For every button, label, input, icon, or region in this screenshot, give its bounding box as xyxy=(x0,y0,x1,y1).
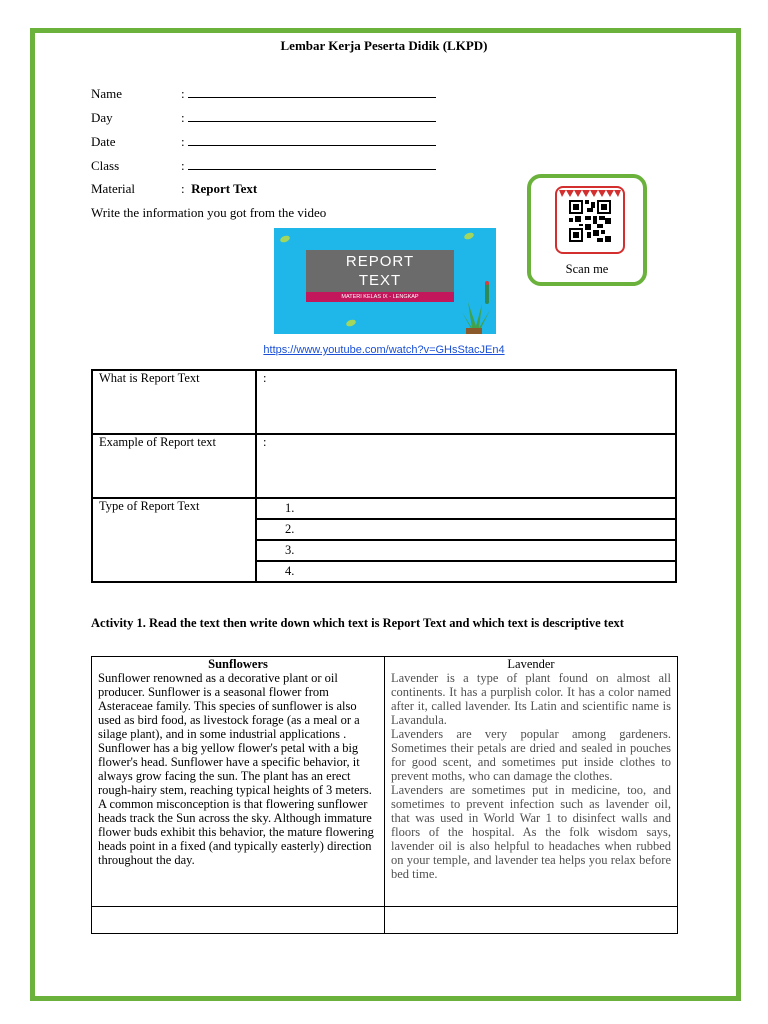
bunting-icon xyxy=(559,190,621,198)
date-blank[interactable] xyxy=(188,134,436,146)
answer-example-cell[interactable]: : xyxy=(256,434,676,498)
sunflowers-title: Sunflowers xyxy=(208,657,268,671)
answer-what-cell[interactable]: : xyxy=(256,370,676,434)
type-item-2[interactable]: 2. xyxy=(256,519,676,540)
leaf-icon xyxy=(463,231,474,240)
lavender-paragraph-1: Lavender is a type of plant found on almost all continents. It has a purplish color. It has a color named after it, called lavender. Its Latin and scientific name is Lavandula. xyxy=(391,671,671,727)
lavender-title: Lavender xyxy=(507,657,555,671)
name-label: Name xyxy=(91,86,123,101)
leaf-icon xyxy=(345,318,356,327)
date-label: Date xyxy=(91,134,116,149)
info-table xyxy=(91,369,677,583)
qr-card[interactable] xyxy=(555,186,625,254)
lavender-paragraph-2: Lavenders are very popular among gardeners. Sometimes their petals are dried and sealed in pouches for good scent, and sometimes put inside clothes to prevent moths, who can damage the clothes. xyxy=(391,727,671,783)
qr-caption: Scan me xyxy=(565,262,609,276)
date-field: Date : xyxy=(91,134,436,150)
class-blank[interactable] xyxy=(188,158,436,170)
day-field: Day : xyxy=(91,110,436,126)
type-item-1[interactable]: 1. xyxy=(256,498,676,519)
video-title-line1: REPORT xyxy=(345,253,415,270)
video-title-line2: TEXT xyxy=(358,272,402,289)
instruction-text: Write the information you got from the video xyxy=(91,205,327,220)
video-subtitle: MATERI KELAS IX - LENGKAP xyxy=(306,292,454,302)
question-type-label: Type of Report Text xyxy=(92,498,256,582)
video-link[interactable]: https://www.youtube.com/watch?v=GHsStacJEn4 xyxy=(263,344,505,356)
material-value: Report Text xyxy=(191,181,258,196)
material-label: Material xyxy=(91,181,136,196)
video-thumbnail[interactable] xyxy=(274,228,496,334)
sunflowers-text: Sunflower renowned as a decorative plant or oil producer. Sunflower is a seasonal flower from Asteraceae family. This species of sunflower is also used as bird food, as livestock forage (as a meal or a silage plant), and in some industrial applications . Sunflower has a big yellow flower's petal with a big flower's head. Sunflower have a specific behavior, it always grow facing the sun. The plant has an erect rough-hairy stem, reaching typical heights of 3 meters. A common misconception is that flowering sunflower heads track the Sun across the sky. Although immature flower buds exhibit this behavior, the mature flowering heads point in a fixed (and typically easterly) direction throughout the day. xyxy=(98,671,374,867)
day-label: Day xyxy=(91,110,113,125)
name-blank[interactable] xyxy=(188,86,436,98)
lavender-paragraph-3: Lavenders are sometimes put in medicine, too, and sometimes to prevent infection such as lavender oil, that was used in World War 1 to disinfect walls and floors of the hospital. As the folk wisdom says, lavender oil is also helpful to headaches when rubbed on your temple, and lavender tea helps you relax before bed time. xyxy=(391,783,671,881)
day-blank[interactable] xyxy=(188,110,436,122)
type-item-4[interactable]: 4. xyxy=(256,561,676,582)
lavender-answer-cell[interactable] xyxy=(385,907,678,934)
page-title: Lembar Kerja Peserta Didik (LKPD) xyxy=(280,38,488,53)
lavender-cell xyxy=(385,657,678,907)
activity-table xyxy=(91,656,678,934)
class-field: Class : xyxy=(91,158,436,174)
material-field: Material : Report Text xyxy=(91,181,258,196)
activity-heading: Activity 1. Read the text then write down which text is Report Text and which text is descriptive text xyxy=(91,616,624,630)
question-example-label: Example of Report text xyxy=(92,434,256,498)
name-field: Name : xyxy=(91,86,436,102)
qr-frame xyxy=(527,174,647,286)
sunflowers-cell xyxy=(92,657,385,907)
qr-code-icon xyxy=(569,200,611,242)
type-item-3[interactable]: 3. xyxy=(256,540,676,561)
question-what-label: What is Report Text xyxy=(92,370,256,434)
sunflowers-answer-cell[interactable] xyxy=(92,907,385,934)
leaf-icon xyxy=(279,234,290,243)
cactus-icon xyxy=(482,280,492,304)
class-label: Class xyxy=(91,158,120,173)
